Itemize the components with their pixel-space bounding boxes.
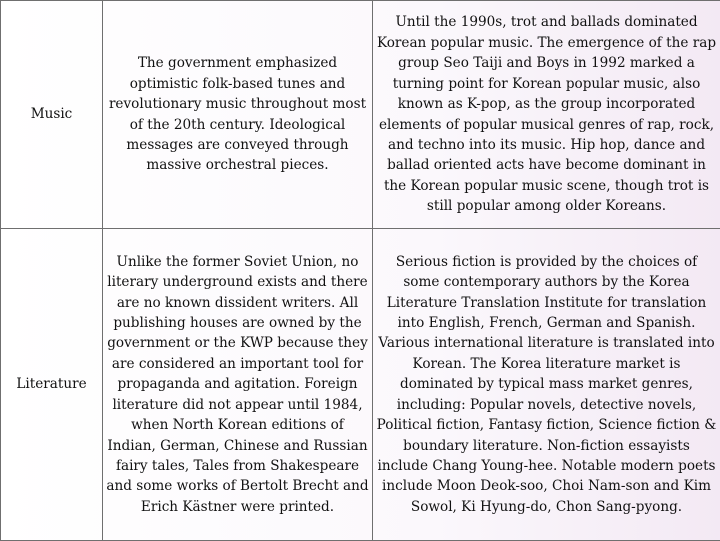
north-korea-literature-cell	[103, 229, 373, 541]
south-korea-music-text: Until the 1990s, trot and ballads dominated Korean popular music. The emergence of the rap group Seo Taiji and Boys in 1992 marked a turning point for Korean popular music, also known as K-pop, as the group incorporated elements of popular musical genres of rap, rock, and techno into its music. Hip hop, dance and ballad oriented acts have become dominant in the Korean popular music scene, though trot is still popular among older Koreans.	[376, 12, 717, 216]
north-korea-literature-text: Unlike the former Soviet Union, no literary underground exists and there are no known dissident writers. All publishing houses are owned by the government or the KWP because they are considered an important tool for propaganda and agitation. Foreign literature did not appear until 1984, when North Korean editions of Indian, German, Chinese and Russian fairy tales, Tales from Shakespeare and some works of Bertolt Brecht and Erich Kästner were printed.	[106, 252, 369, 517]
north-korea-music-cell	[103, 1, 373, 229]
north-korea-music-text: The government emphasized optimistic folk-based tunes and revolutionary music throughout most of the 20th century. Ideological messages are conveyed through massive orchestral pieces.	[106, 53, 369, 175]
topic-label: Literature	[4, 374, 99, 394]
south-korea-literature-text: Serious fiction is provided by the choices of some contemporary authors by the Korea Literature Translation Institute for translation into English, French, German and Spanish. Various international literature is translated into Korean. The Korea literature market is dominated by typical mass market genres, including: Popular novels, detective novels, Political fiction, Fantasy fiction, Science fiction & boundary literature. Non-fiction essayists include Chang Young-hee. Notable modern poets include Moon Deok-soo, Choi Nam-son and Kim Sowol, Ki Hyung-do, Chon Sang-pyong.	[376, 252, 717, 517]
topic-label: Music	[4, 104, 99, 124]
table-row-literature	[1, 229, 720, 541]
topic-cell-music	[1, 1, 103, 229]
south-korea-music-cell	[373, 1, 720, 229]
south-korea-literature-cell	[373, 229, 720, 541]
table-row-music	[1, 1, 720, 229]
topic-cell-literature	[1, 229, 103, 541]
